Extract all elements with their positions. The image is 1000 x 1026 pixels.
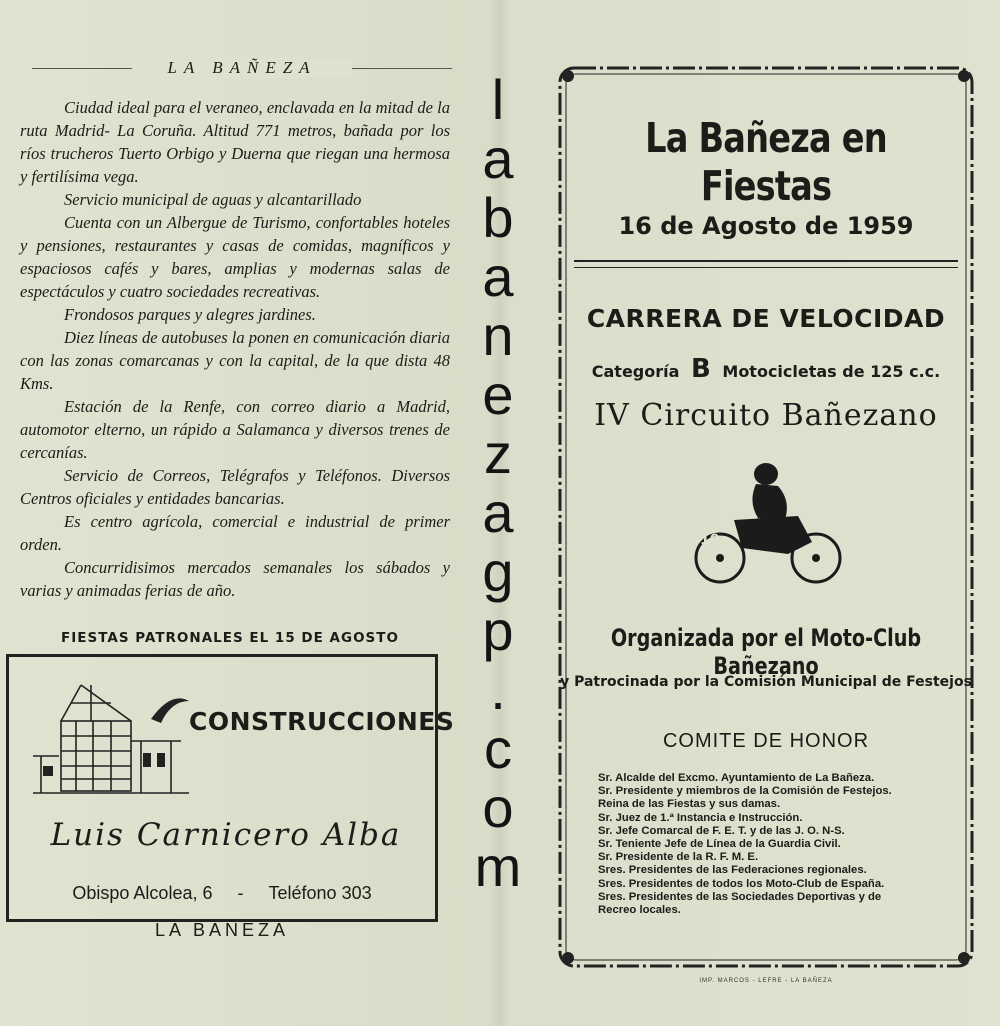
watermark-letter: o bbox=[482, 776, 514, 839]
building-scaffold-illustration bbox=[31, 671, 191, 801]
category-suffix: Motocicletas de 125 c.c. bbox=[722, 362, 941, 381]
watermark-letter: m bbox=[474, 835, 522, 898]
organizer-line: Organizada por el Moto-Club Bañezano bbox=[610, 624, 922, 680]
address-line bbox=[9, 883, 435, 904]
company-type: CONSTRUCCIONES bbox=[189, 707, 455, 736]
motorcycle-number: 10 bbox=[700, 532, 720, 548]
right-page bbox=[556, 64, 976, 984]
description-paragraph: Servicio de Correos, Telégrafos y Teléfonos. Diversos Centros oficiales y entidades bancarias. bbox=[20, 466, 450, 508]
double-rule bbox=[574, 260, 958, 268]
event-date: 16 de Agosto de 1959 bbox=[618, 212, 914, 240]
watermark-letter: . bbox=[490, 658, 506, 721]
advert-city: LA BAÑEZA bbox=[154, 920, 290, 940]
watermark-letter: a bbox=[482, 245, 514, 308]
committee-member: Reina de las Fiestas y sus damas. bbox=[598, 798, 781, 811]
description-paragraph: Es centro agrícola, comercial e industrial de primer orden. bbox=[20, 512, 450, 554]
watermark-letter: b bbox=[482, 186, 514, 249]
watermark-letter: l bbox=[491, 68, 505, 131]
committee-member: Sres. Presidentes de las Federaciones regionales. bbox=[598, 864, 867, 877]
race-category bbox=[556, 354, 976, 384]
watermark-letter: g bbox=[482, 540, 514, 603]
committee-member: Recreo locales. bbox=[598, 904, 681, 917]
committee-member: Sr. Juez de 1.ª Instancia e Instrucción. bbox=[598, 811, 803, 824]
circuit-name: IV Circuito Bañezano bbox=[594, 398, 938, 433]
watermark-letter: c bbox=[484, 717, 512, 780]
description-paragraph: Ciudad ideal para el veraneo, enclavada en la mitad de la ruta Madrid- La Coruña. Altitud 771 metros, bañada por los ríos trucheros Tuerto Orbigo y Duerna que riegan una hermosa y fertilísima vega. bbox=[20, 98, 450, 186]
category-prefix: Categoría bbox=[591, 362, 680, 381]
street-address: Obispo Alcolea, 6 bbox=[72, 883, 213, 903]
poster-title: La Bañeza en Fiestas bbox=[645, 114, 887, 210]
race-title: CARRERA DE VELOCIDAD bbox=[586, 304, 946, 333]
committee-member: Sr. Presidente de la R. F. M. E. bbox=[598, 851, 759, 864]
company-name: Luis Carnicero Alba bbox=[50, 817, 402, 853]
description-paragraph: Estación de la Renfe, con correo diario a Madrid, automotor elterno, un rápido a Salamanca y diversos trenes de cercanías. bbox=[20, 397, 450, 462]
printer-credit: IMP. MARCOS - LEFRE - LA BAÑEZA bbox=[699, 978, 833, 984]
description-paragraph: Concurridisimos mercados semanales los sábados y varias y animadas ferias de año. bbox=[20, 558, 450, 600]
committee-member: Sres. Presidentes de las Sociedades Deportivas y de bbox=[598, 890, 882, 903]
sponsor-line: y Patrocinada por la Comisión Municipal de Festejos bbox=[560, 674, 972, 690]
telephone: Teléfono 303 bbox=[268, 883, 372, 903]
category-letter: B bbox=[690, 354, 711, 384]
motorcycle-racer-illustration bbox=[688, 462, 848, 588]
committee-member: Sr. Teniente Jefe de Línea de la Guardia Civil. bbox=[598, 838, 841, 851]
watermark-letter: a bbox=[482, 127, 514, 190]
committee-member: Sr. Alcalde del Excmo. Ayuntamiento de La Bañeza. bbox=[598, 772, 875, 784]
description-paragraph: Diez líneas de autobuses la ponen en comunicación diaria con las zonas comarcanas y con la capital, de la que dista 48 Kms. bbox=[20, 328, 450, 393]
watermark-letter: n bbox=[482, 304, 514, 367]
watermark-letter: e bbox=[482, 363, 514, 426]
watermark-letter: z bbox=[484, 422, 512, 485]
committee-list bbox=[598, 772, 958, 917]
committee-title: COMITE DE HONOR bbox=[662, 730, 870, 752]
left-heading: LA BAÑEZA bbox=[132, 58, 352, 78]
description-paragraph: Frondosos parques y alegres jardines. bbox=[64, 305, 316, 324]
committee-member: Sr. Jefe Comarcal de F. E. T. y de las J. O. N-S. bbox=[598, 824, 845, 837]
committee-member: Sres. Presidentes de todos los Moto-Club de España. bbox=[598, 877, 885, 890]
description-paragraph: Cuenta con un Albergue de Turismo, confortables hoteles y pensiones, restaurantes y casas de comidas, magníficos y espaciosos cafés y bares, amplias y modernas salas de espectáculos y cuatro sociedades recreativas. bbox=[20, 213, 450, 301]
fiestas-patronales-line: FIESTAS PATRONALES EL 15 DE AGOSTO bbox=[61, 630, 399, 646]
watermark bbox=[466, 70, 530, 896]
construction-advert bbox=[6, 654, 455, 922]
watermark-letter: a bbox=[482, 481, 514, 544]
description-paragraph: Servicio municipal de aguas y alcantarillado bbox=[64, 190, 362, 209]
address-separator: - bbox=[237, 883, 244, 903]
committee-member: Sr. Presidente y miembros de la Comisión de Festejos. bbox=[598, 785, 892, 798]
watermark-letter: p bbox=[482, 599, 514, 662]
town-description bbox=[20, 96, 450, 602]
